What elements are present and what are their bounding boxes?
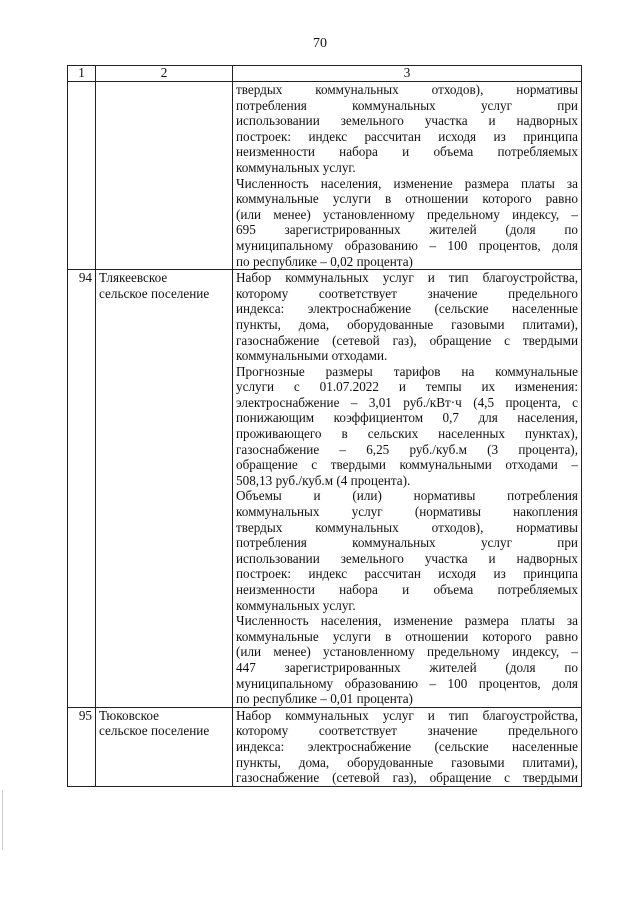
description-line: Набор коммунальных услуг и тип благоустройства, (236, 270, 578, 286)
table-header-row (68, 66, 582, 82)
description-line: по республике – 0,02 процента) (236, 253, 413, 269)
description-line: по республике – 0,01 процента) (236, 691, 413, 707)
description-line: построек: индекс рассчитан исходя из принципа (236, 128, 578, 144)
description-line: пункты, дома, оборудованные газовыми плитами), (236, 316, 578, 332)
description-line: которому соответствует значение предельного (236, 285, 578, 301)
description-line: коммунальные услуги в отношении которого равно (236, 191, 578, 207)
description-line: коммунальных услуг (нормативы накопления (236, 504, 578, 520)
row-number: 95 (68, 707, 96, 786)
description-line: проживающего в сельских населенных пунктах), (236, 426, 578, 442)
description-line: индекса: электроснабжение (сельские населенные (236, 301, 578, 317)
description-line: использовании земельного участка и надворных (236, 113, 578, 129)
description-line: 447 зарегистрированных жителей (доля по (236, 659, 578, 675)
document-table (67, 65, 582, 787)
header-col-1: 1 (68, 66, 96, 82)
description-line: Численность населения, изменение размера платы за (236, 175, 578, 191)
settlement-name (96, 82, 233, 270)
description-line: индекса: электроснабжение (сельские населенные (236, 738, 578, 754)
description-line: использовании земельного участка и надворных (236, 550, 578, 566)
description-line: неизменности набора и объема потребляемых (236, 144, 578, 160)
description-line: которому соответствует значение предельного (236, 723, 578, 739)
description-line: (или менее) установленному предельному индексу, – (236, 206, 578, 222)
description-line: коммунальных услуг. (236, 159, 356, 175)
description-line: Набор коммунальных услуг и тип благоустройства, (236, 707, 578, 723)
header-col-2: 2 (96, 66, 233, 82)
description-line: газоснабжение (сетевой газ), обращение с твердыми (236, 770, 578, 786)
row-number: 94 (68, 270, 96, 708)
description-line: обращение с твердыми коммунальными отходами – (236, 457, 578, 473)
description-cell (233, 82, 582, 270)
settlement-name-line: Тлякеевское (99, 270, 168, 286)
description-line: муниципальному образованию – 100 процентов, доля (236, 237, 578, 253)
settlement-name-line: сельское поселение (99, 285, 210, 301)
description-line: Объемы и (или) нормативы потребления (236, 488, 578, 504)
description-line: коммунальных услуг. (236, 597, 356, 613)
description-line: Прогнозные размеры тарифов на коммунальные (236, 363, 578, 379)
table-row (68, 82, 582, 270)
row-number (68, 82, 96, 270)
description-line: 508,13 руб./куб.м (4 процента). (236, 472, 411, 488)
description-line: услуги с 01.07.2022 и темпы их изменения: (236, 379, 578, 395)
description-line: Численность населения, изменение размера платы за (236, 613, 578, 629)
header-col-3: 3 (233, 66, 582, 82)
description-line: потребления коммунальных услуг при (236, 97, 578, 113)
description-line: твердых коммунальных отходов), нормативы (236, 519, 578, 535)
settlement-name (96, 270, 233, 708)
settlement-name-line: сельское поселение (99, 723, 210, 739)
description-cell (233, 270, 582, 708)
description-line: 695 зарегистрированных жителей (доля по (236, 222, 578, 238)
table-row (68, 270, 582, 708)
table-row (68, 707, 582, 786)
description-line: муниципальному образованию – 100 процентов, доля (236, 675, 578, 691)
description-line: газоснабжение (сетевой газ), обращение с твердыми (236, 332, 578, 348)
settlement-name-line: Тюковское (99, 707, 159, 723)
description-line: коммунальными отходами. (236, 348, 388, 364)
description-line: пункты, дома, оборудованные газовыми плитами), (236, 754, 578, 770)
description-line: неизменности набора и объема потребляемых (236, 582, 578, 597)
description-line: (или менее) установленному предельному индексу, – (236, 644, 578, 660)
description-line: электроснабжение – 3,01 руб./кВт·ч (4,5 процента, с (236, 394, 578, 410)
description-line: потребления коммунальных услуг при (236, 535, 578, 551)
description-line: газоснабжение – 6,25 руб./куб.м (3 процента), (236, 441, 578, 457)
description-line: понижающим коэффициентом 0,7 для населения, (236, 410, 578, 426)
scan-edge-mark (2, 790, 3, 850)
description-cell (233, 707, 582, 786)
description-line: твердых коммунальных отходов), нормативы (236, 82, 578, 97)
page-number: 70 (313, 36, 327, 51)
description-line: построек: индекс рассчитан исходя из принципа (236, 566, 578, 582)
settlement-name (96, 707, 233, 786)
description-line: коммунальные услуги в отношении которого равно (236, 628, 578, 644)
